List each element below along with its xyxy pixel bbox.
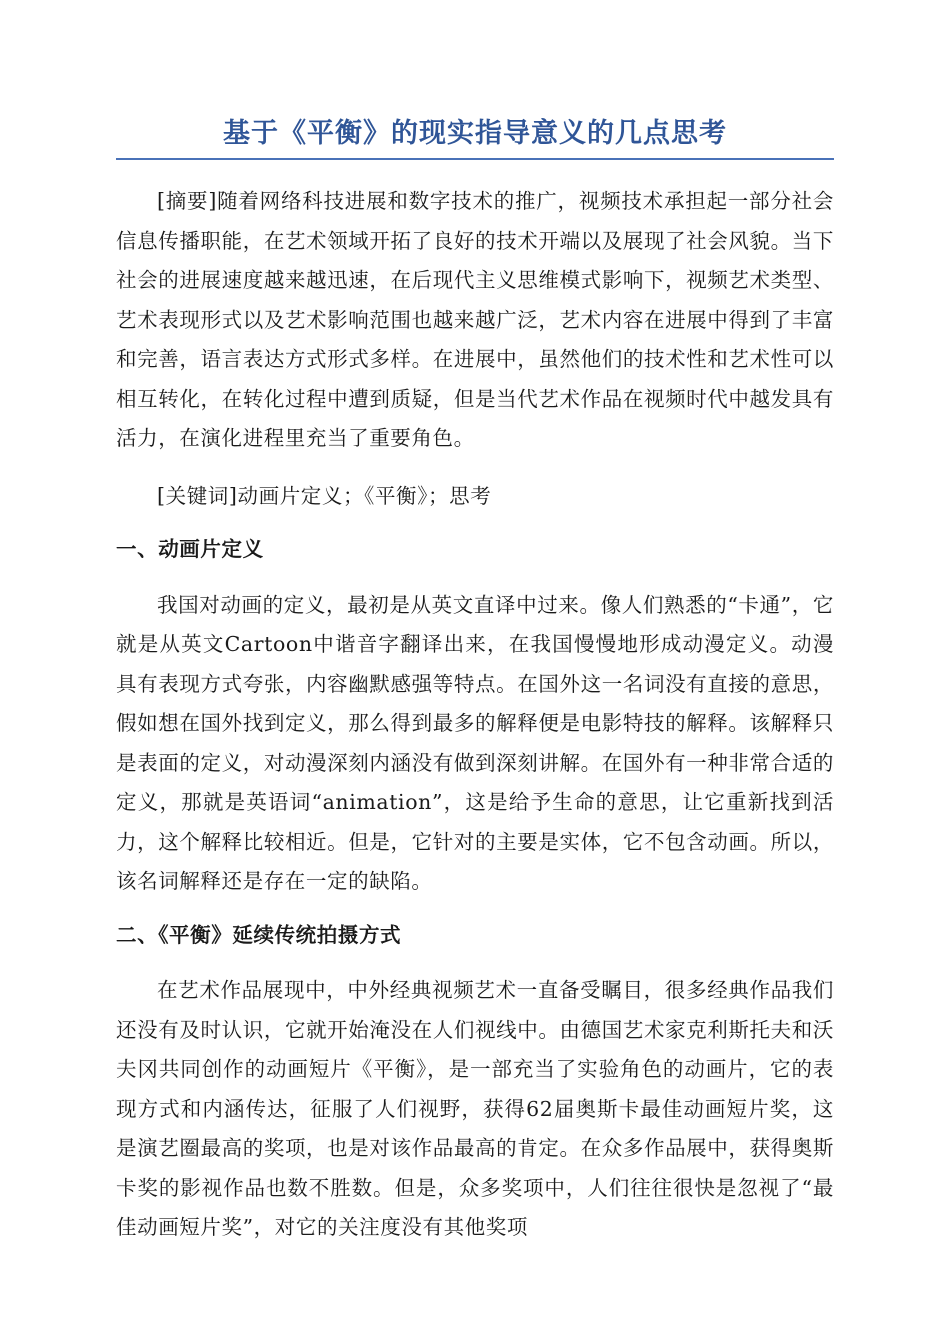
keywords-paragraph: [关键词]动画片定义；《平衡》；思考	[157, 483, 492, 508]
section-paragraph-balance: 在艺术作品展现中，中外经典视频艺术一直备受瞩目，很多经典作品我们还没有及时认识，它就开始淹没在人们视线中。由德国艺术家克利斯托夫和沃夫冈共同创作的动画短片《平衡》，是一部充当了实验角色的动画片，它的表现方式和内涵传达，征服了人们视野，获得62届奥斯卡最佳动画短片奖，这是演艺圈最高的奖项，也是对该作品最高的肯定。在众多作品展中，获得奥斯卡奖的影视作品也数不胜数。但是，众多奖项中，人们往往很快是忽视了“最佳动画短片奖”，对它的关注度没有其他奖项	[116, 978, 834, 1239]
section-heading-balance: 二、《平衡》延续传统拍摄方式	[116, 922, 402, 947]
section-paragraph-definition: 我国对动画的定义，最初是从英文直译中过来。像人们熟悉的“卡通”，它就是从英文Cartoon中谐音字翻译出来，在我国慢慢地形成动漫定义。动漫具有表现方式夸张，内容幽默感强等特点。在国外这一名词没有直接的意思，假如想在国外找到定义，那么得到最多的解释便是电影特技的解释。该解释只是表面的定义，对动漫深刻内涵没有做到深刻讲解。在国外有一种非常合适的定义，那就是英语词“animation”，这是给予生命的意思，让它重新找到活力，这个解释比较相近。但是，它针对的主要是实体，它不包含动画。所以，该名词解释还是存在一定的缺陷。	[116, 592, 834, 893]
document-page	[116, 112, 834, 1248]
document-title: 基于《平衡》的现实指导意义的几点思考	[116, 112, 834, 160]
abstract-paragraph: [摘要]随着网络科技进展和数字技术的推广，视频技术承担起一部分社会信息传播职能，在艺术领域开拓了良好的技术开端以及展现了社会风貌。当下社会的进展速度越来越迅速，在后现代主义思维模式影响下，视频艺术类型、艺术表现形式以及艺术影响范围也越来越广泛，艺术内容在进展中得到了丰富和完善，语言表达方式形式多样。在进展中，虽然他们的技术性和艺术性可以相互转化，在转化过程中遭到质疑，但是当代艺术作品在视频时代中越发具有活力，在演化进程里充当了重要角色。	[116, 189, 834, 450]
section-heading-definition: 一、动画片定义	[116, 537, 264, 561]
